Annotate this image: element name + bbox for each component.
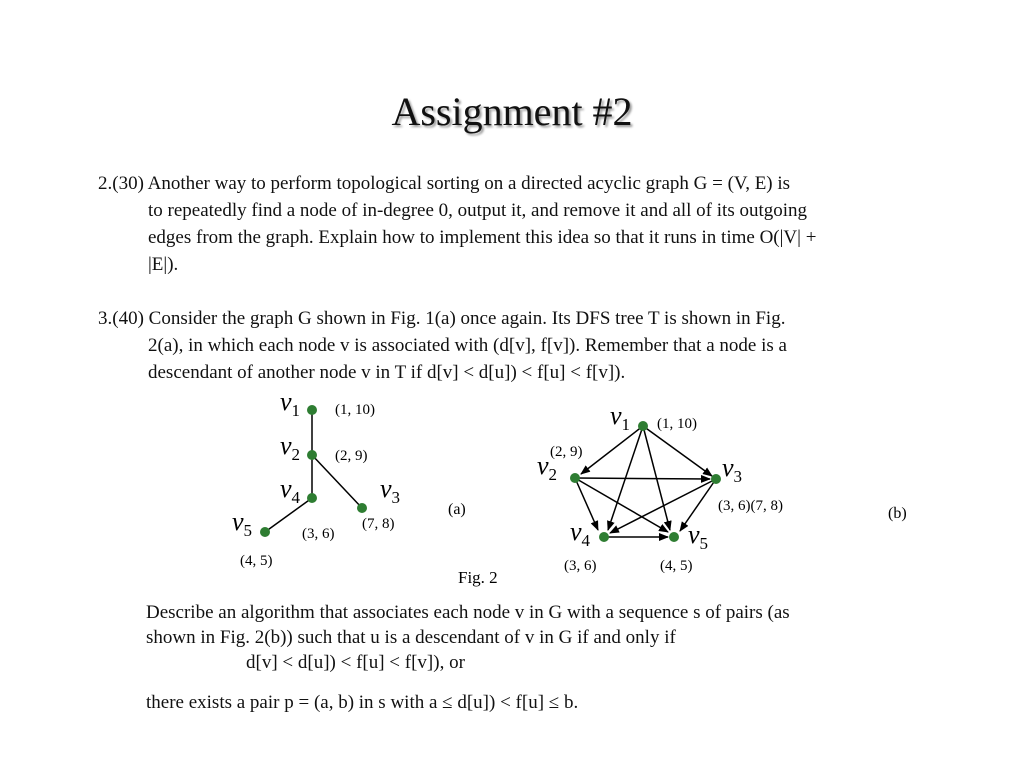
node-b-v2	[570, 473, 580, 483]
fig-a-tree	[232, 387, 466, 569]
pair-a-v2: (2, 9)	[335, 448, 368, 464]
label-v2: $v_2$	[280, 431, 301, 464]
node-b-v4	[599, 532, 609, 542]
page-title: Assignment #2	[391, 89, 633, 134]
label-v5: $v_5$	[232, 507, 253, 540]
edge-b-v3-v4	[610, 479, 716, 533]
figure-caption: Fig. 2	[458, 568, 498, 587]
q3-line-1: 3.(40) Consider the graph G shown in Fig. 1(a) once again. Its DFS tree T is shown in Fig.	[98, 308, 786, 329]
label-v3: $v_3$	[380, 474, 401, 507]
fig-b-label: (b)	[888, 505, 907, 522]
node-v1	[307, 405, 317, 415]
pair-b-v5: (4, 5)	[660, 558, 693, 574]
pair-a-v1: (1, 10)	[335, 402, 375, 418]
algorithm-description	[146, 600, 966, 675]
q3-line-3: descendant of another node v in T if d[v] < d[u]) < f[u] < f[v]).	[148, 362, 626, 383]
q2-line-2: to repeatedly find a node of in-degree 0, output it, and remove it and all of its outgoing	[148, 200, 808, 221]
label-b-v5: $v_5$	[688, 520, 709, 553]
node-b-v1	[638, 421, 648, 431]
node-v3	[357, 503, 367, 513]
q2-line-3: edges from the graph. Explain how to implement this idea so that it runs in time O(|V| +	[148, 227, 817, 248]
desc-line-1: Describe an algorithm that associates each node v in G with a sequence s of pairs (as	[146, 602, 790, 623]
edge-b-v2-v3	[575, 478, 710, 479]
node-b-v3	[711, 474, 721, 484]
q2-line-1: 2.(30) Another way to perform topological sorting on a directed acyclic graph G = (V, E) is	[98, 173, 791, 194]
pair-a-v4: (3, 6)	[302, 526, 335, 542]
desc-line-2: shown in Fig. 2(b)) such that u is a descendant of v in G if and only if	[146, 627, 676, 648]
pair-a-v3: (7, 8)	[362, 516, 395, 532]
pair-b-v4: (3, 6)	[564, 558, 597, 574]
label-b-v1: $v_1$	[610, 401, 631, 434]
label-b-v4: $v_4$	[570, 517, 591, 550]
desc-line-4: there exists a pair p = (a, b) in s with a ≤ d[u]) < f[u] ≤ b.	[146, 692, 579, 713]
q3-line-2: 2(a), in which each node v is associated with (d[v], f[v]). Remember that a node is a	[148, 335, 787, 356]
pair-a-v5: (4, 5)	[240, 553, 273, 569]
q2-line-4: |E|).	[148, 254, 179, 275]
label-v1: $v_1$	[280, 387, 301, 420]
node-v4	[307, 493, 317, 503]
pair-b-v1: (1, 10)	[657, 416, 697, 432]
node-v2	[307, 450, 317, 460]
desc-line-3: d[v] < d[u]) < f[u] < f[v]), or	[246, 652, 465, 673]
label-b-v3: $v_3$	[722, 453, 743, 486]
pair-b-v3: (3, 6)(7, 8)	[718, 498, 783, 514]
edge-b-v2-v5	[575, 478, 668, 532]
pair-b-v2: (2, 9)	[550, 444, 583, 460]
edge-b-v1-v2	[581, 426, 643, 474]
label-b-v2: $v_2$	[537, 451, 558, 484]
fig-a-label: (a)	[448, 501, 466, 518]
label-v4: $v_4$	[280, 474, 301, 507]
node-b-v5	[669, 532, 679, 542]
node-v5	[260, 527, 270, 537]
